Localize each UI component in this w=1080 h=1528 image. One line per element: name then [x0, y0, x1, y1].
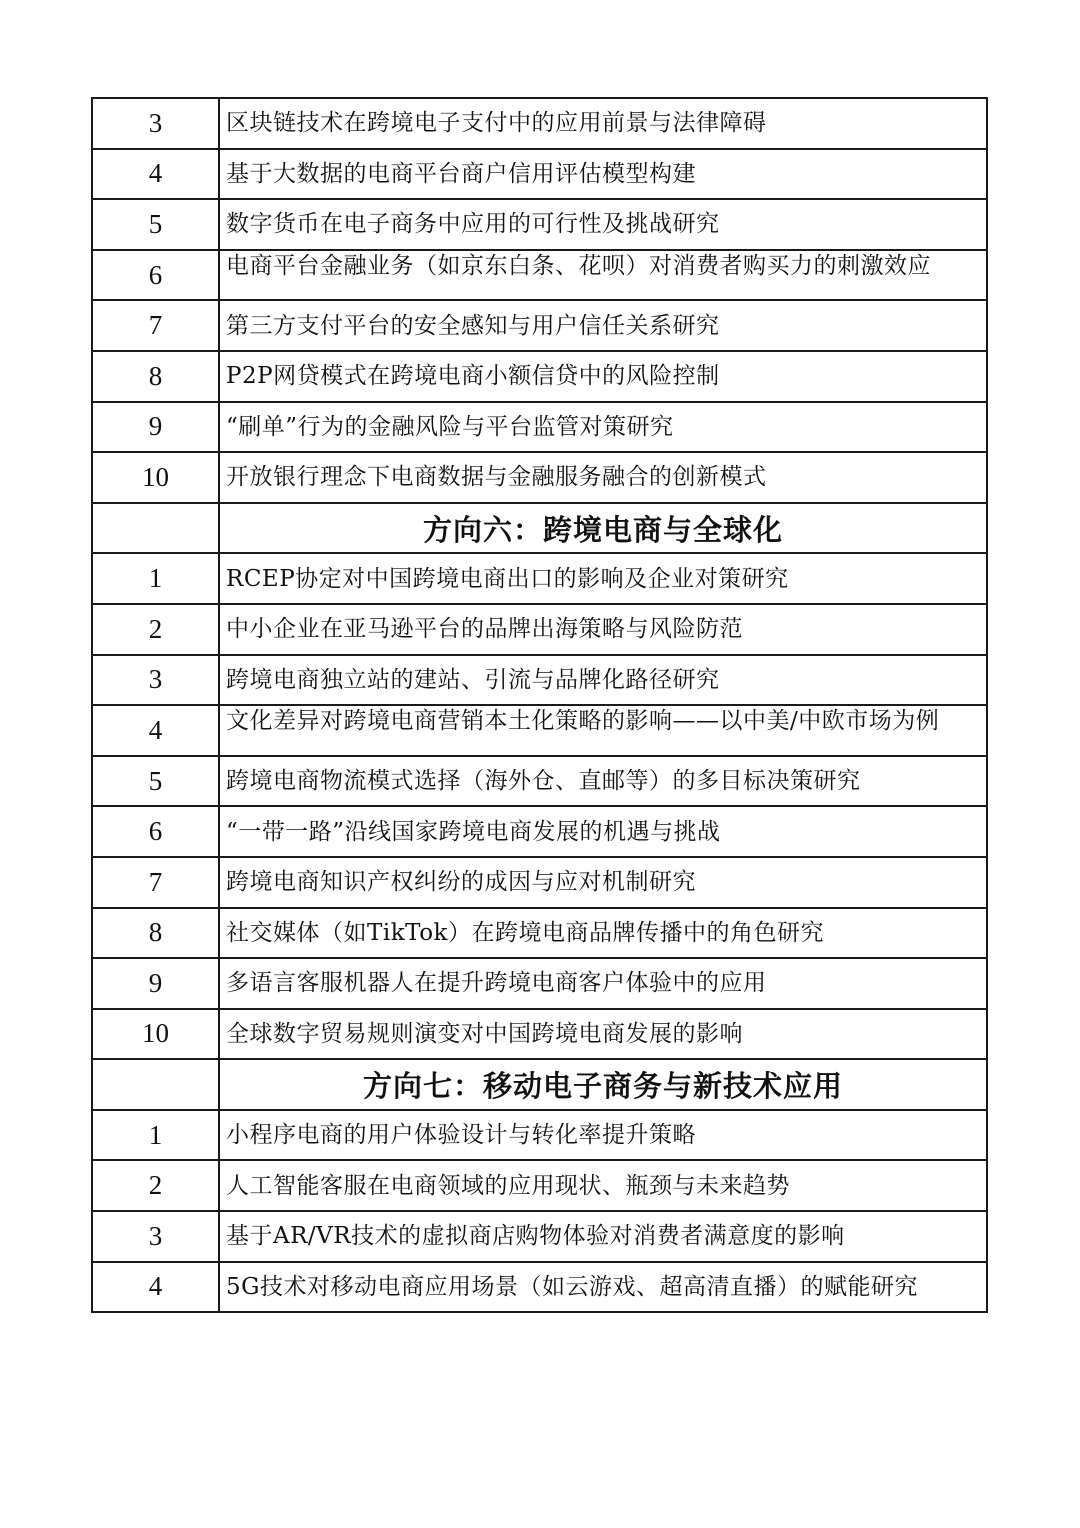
row-number: 6 — [92, 250, 219, 301]
topic-title: “一带一路”沿线国家跨境电商发展的机遇与挑战 — [219, 806, 987, 857]
table-row — [92, 604, 987, 655]
section-heading-row — [92, 1059, 987, 1110]
row-number: 2 — [92, 1160, 219, 1211]
row-number: 4 — [92, 149, 219, 200]
topic-title: 5G技术对移动电商应用场景（如云游戏、超高清直播）的赋能研究 — [219, 1262, 987, 1313]
topic-title: 数字货币在电子商务中应用的可行性及挑战研究 — [219, 199, 987, 250]
topic-title: 区块链技术在跨境电子支付中的应用前景与法律障碍 — [219, 98, 987, 149]
row-number: 1 — [92, 553, 219, 604]
table-row — [92, 402, 987, 453]
topic-title: 小程序电商的用户体验设计与转化率提升策略 — [219, 1110, 987, 1161]
table-row — [92, 149, 987, 200]
row-number: 1 — [92, 1110, 219, 1161]
table-row — [92, 452, 987, 503]
topic-title: 开放银行理念下电商数据与金融服务融合的创新模式 — [219, 452, 987, 503]
table-row — [92, 553, 987, 604]
row-number: 7 — [92, 857, 219, 908]
table-row — [92, 1009, 987, 1060]
section-heading-number-cell — [92, 1059, 219, 1110]
row-number: 9 — [92, 958, 219, 1009]
topic-title: 基于大数据的电商平台商户信用评估模型构建 — [219, 149, 987, 200]
table-row — [92, 1211, 987, 1262]
table-row — [92, 958, 987, 1009]
table-row — [92, 908, 987, 959]
table-row — [92, 1110, 987, 1161]
section-heading-number-cell — [92, 503, 219, 554]
table-row — [92, 98, 987, 149]
section-heading: 方向七：移动电子商务与新技术应用 — [219, 1059, 987, 1110]
topic-title: 跨境电商知识产权纠纷的成因与应对机制研究 — [219, 857, 987, 908]
table-row — [92, 199, 987, 250]
row-number: 7 — [92, 300, 219, 351]
topic-title: 电商平台金融业务（如京东白条、花呗）对消费者购买力的刺激效应 — [219, 250, 987, 301]
table-row — [92, 300, 987, 351]
row-number: 3 — [92, 655, 219, 706]
table-row — [92, 705, 987, 756]
topic-title: 社交媒体（如TikTok）在跨境电商品牌传播中的角色研究 — [219, 908, 987, 959]
row-number: 10 — [92, 1009, 219, 1060]
topic-title: 跨境电商独立站的建站、引流与品牌化路径研究 — [219, 655, 987, 706]
topic-title: 基于AR/VR技术的虚拟商店购物体验对消费者满意度的影响 — [219, 1211, 987, 1262]
row-number: 4 — [92, 1262, 219, 1313]
row-number: 5 — [92, 199, 219, 250]
topic-table — [91, 97, 988, 1313]
table-row — [92, 756, 987, 807]
topic-title: 第三方支付平台的安全感知与用户信任关系研究 — [219, 300, 987, 351]
topic-title: “刷单”行为的金融风险与平台监管对策研究 — [219, 402, 987, 453]
topic-title: 跨境电商物流模式选择（海外仓、直邮等）的多目标决策研究 — [219, 756, 987, 807]
topic-title: 全球数字贸易规则演变对中国跨境电商发展的影响 — [219, 1009, 987, 1060]
table-row — [92, 250, 987, 301]
topic-title: 多语言客服机器人在提升跨境电商客户体验中的应用 — [219, 958, 987, 1009]
topic-title: 中小企业在亚马逊平台的品牌出海策略与风险防范 — [219, 604, 987, 655]
row-number: 6 — [92, 806, 219, 857]
topic-table-body — [92, 98, 987, 1312]
topic-title: RCEP协定对中国跨境电商出口的影响及企业对策研究 — [219, 553, 987, 604]
row-number: 9 — [92, 402, 219, 453]
row-number: 3 — [92, 1211, 219, 1262]
table-row — [92, 806, 987, 857]
table-row — [92, 351, 987, 402]
table-row — [92, 1262, 987, 1313]
table-row — [92, 857, 987, 908]
row-number: 8 — [92, 908, 219, 959]
table-row — [92, 655, 987, 706]
topic-title: P2P网贷模式在跨境电商小额信贷中的风险控制 — [219, 351, 987, 402]
row-number: 2 — [92, 604, 219, 655]
topic-title: 人工智能客服在电商领域的应用现状、瓶颈与未来趋势 — [219, 1160, 987, 1211]
table-row — [92, 1160, 987, 1211]
row-number: 5 — [92, 756, 219, 807]
topic-title: 文化差异对跨境电商营销本土化策略的影响——以中美/中欧市场为例 — [219, 705, 987, 756]
row-number: 3 — [92, 98, 219, 149]
section-heading: 方向六：跨境电商与全球化 — [219, 503, 987, 554]
row-number: 4 — [92, 705, 219, 756]
row-number: 10 — [92, 452, 219, 503]
row-number: 8 — [92, 351, 219, 402]
section-heading-row — [92, 503, 987, 554]
